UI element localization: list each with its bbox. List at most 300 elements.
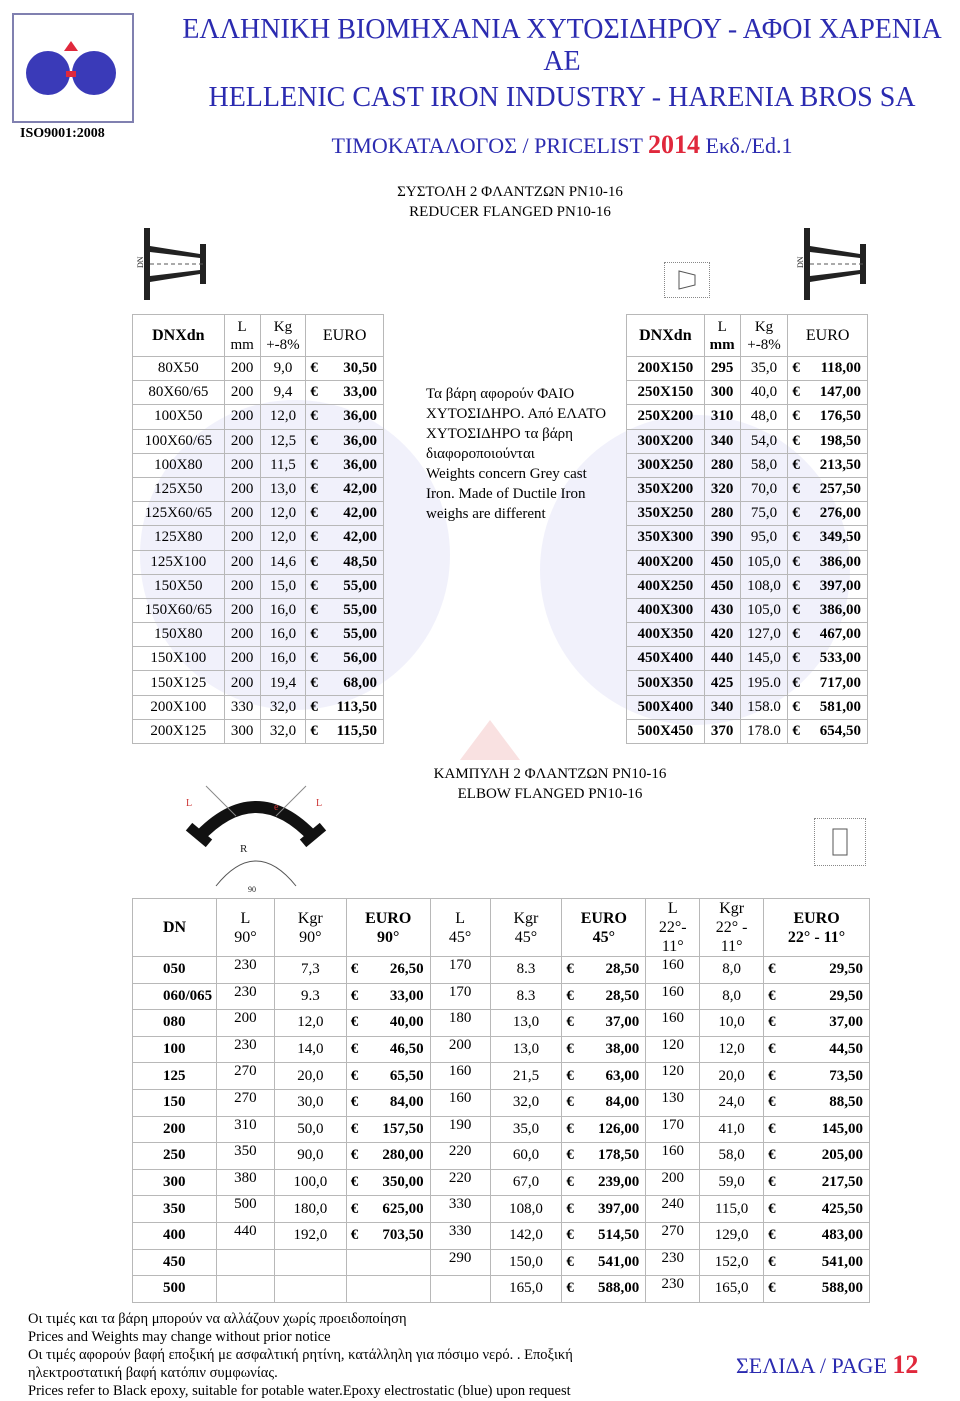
kgr45-cell: 21,5 [490,1063,562,1090]
kgr45-cell: 165,0 [490,1276,562,1303]
weight-cell: 158.0 [740,695,788,719]
dn-cell: 500 [133,1276,217,1303]
table-row [133,574,384,598]
footer-line: Οι τιμές και τα βάρη μπορούν να αλλάζουν χωρίς προειδοποίηση [28,1311,407,1327]
table-row [133,1169,870,1196]
kgr22-cell: 59,0 [700,1169,764,1196]
l45-cell: 170 [430,957,490,984]
weight-cell: 12,5 [260,429,306,453]
table-row [133,983,870,1010]
elbow-thumbnail-icon [814,818,866,866]
reducer-drawing-right [790,224,880,304]
l45-cell: 180 [430,1010,490,1037]
pricelist-line [164,130,960,160]
weight-cell: 58,0 [740,453,788,477]
l45-cell: 220 [430,1169,490,1196]
footer-line: ηλεκτροστατική βαφή κατόπιν συμφωνίας. [28,1365,278,1381]
length-cell: 390 [704,526,740,550]
kgr90-cell: 9.3 [274,983,346,1010]
table-row [133,526,384,550]
weight-cell: 32,0 [260,719,306,743]
dn-cell: 150X60/65 [133,598,225,622]
kgr22-cell: 129,0 [700,1222,764,1249]
euro45-cell: € 84,00 [562,1089,646,1116]
weight-cell: 127,0 [740,623,788,647]
weight-cell: 12,0 [260,405,306,429]
table-row [133,357,384,381]
euro22-cell: € 73,50 [764,1063,870,1090]
length-cell: 450 [704,550,740,574]
dn-cell: 400X350 [627,623,705,647]
col-header-l22: L 22°- 11° [646,899,700,957]
dn-cell: 500X400 [627,695,705,719]
dn-cell: 200X100 [133,695,225,719]
weight-cell: 48,0 [740,405,788,429]
l45-cell: 170 [430,983,490,1010]
kgr22-cell: 58,0 [700,1143,764,1170]
price-cell: € 56,00 [306,647,384,671]
title-greek-2: ΑΕ [543,46,581,77]
length-cell: 300 [704,381,740,405]
kgr22-cell: 165,0 [700,1276,764,1303]
euro90-cell [346,1249,430,1276]
table-row [627,671,868,695]
weight-cell: 35,0 [740,357,788,381]
table-row [627,695,868,719]
col-header-l90: L 90° [216,899,274,957]
euro45-cell: € 541,00 [562,1249,646,1276]
dn-cell: 050 [133,957,217,984]
l90-cell: 270 [216,1063,274,1090]
price-cell: € 467,00 [788,623,868,647]
col-header-kgr45: Kgr 45° [490,899,562,957]
reducer-note-en: Weights concern Grey cast Iron. Made of Ductile Iron weighs are different [426,466,587,522]
kgr22-cell: 12,0 [700,1036,764,1063]
dn-cell: 125 [133,1063,217,1090]
dn-cell: 150X125 [133,671,225,695]
dn-cell: 400X300 [627,598,705,622]
length-cell: 320 [704,477,740,501]
l45-cell [430,1276,490,1303]
length-cell: 370 [704,719,740,743]
euro90-cell: € 350,00 [346,1169,430,1196]
col-header-l45: L 45° [430,899,490,957]
euro90-cell: € 703,50 [346,1222,430,1249]
l22-cell: 160 [646,957,700,984]
euro45-cell: € 37,00 [562,1010,646,1037]
kgr90-cell: 50,0 [274,1116,346,1143]
price-cell: € 68,00 [306,671,384,695]
price-cell: € 654,50 [788,719,868,743]
kgr22-cell: 8,0 [700,957,764,984]
euro45-cell: € 239,00 [562,1169,646,1196]
kgr90-cell: 180,0 [274,1196,346,1223]
col-header-kg: Kg +-8% [740,315,788,357]
elbow-drawing [176,776,336,896]
length-cell: 425 [704,671,740,695]
weight-cell: 178.0 [740,719,788,743]
col-header-l: L mm [704,315,740,357]
length-cell: 200 [224,623,260,647]
l90-cell: 200 [216,1010,274,1037]
table-row [133,598,384,622]
euro45-cell: € 514,50 [562,1222,646,1249]
weight-cell: 195.0 [740,671,788,695]
price-cell: € 48,50 [306,550,384,574]
euro90-cell: € 65,50 [346,1063,430,1090]
l22-cell: 160 [646,983,700,1010]
kgr45-cell: 13,0 [490,1010,562,1037]
col-header-kgr22: Kgr 22° - 11° [700,899,764,957]
price-cell: € 147,00 [788,381,868,405]
dn-cell: 150X100 [133,647,225,671]
kgr90-cell [274,1276,346,1303]
col-header-dnxdn: DNXdn [133,315,225,357]
page-label: ΣΕΛΙΔΑ / PAGE [736,1353,887,1378]
reducer-drawing-left [130,224,220,304]
kgr22-cell: 8,0 [700,983,764,1010]
price-cell: € 55,00 [306,598,384,622]
kgr22-cell: 20,0 [700,1063,764,1090]
euro22-cell: € 29,50 [764,957,870,984]
dn-cell: 500X450 [627,719,705,743]
dn-cell: 250X150 [627,381,705,405]
svg-text:DN: DN [136,256,145,268]
euro22-cell: € 541,00 [764,1249,870,1276]
iso-label: ISO9001:2008 [20,126,105,141]
table-row [627,526,868,550]
weight-cell: 11,5 [260,453,306,477]
kgr45-cell: 8.3 [490,957,562,984]
col-header-euro22: EURO 22° - 11° [764,899,870,957]
l22-cell: 160 [646,1010,700,1037]
l22-cell: 270 [646,1222,700,1249]
length-cell: 200 [224,357,260,381]
table-row [627,623,868,647]
dn-cell: 200X150 [627,357,705,381]
length-cell: 200 [224,405,260,429]
l90-cell: 230 [216,983,274,1010]
dn-cell: 150 [133,1089,217,1116]
table-row [133,550,384,574]
euro45-cell: € 588,00 [562,1276,646,1303]
page-number-label [736,1350,918,1380]
weight-cell: 19,4 [260,671,306,695]
col-header-l: L mm [224,315,260,357]
dn-cell: 150X80 [133,623,225,647]
dn-cell: 450 [133,1249,217,1276]
table-row [133,453,384,477]
length-cell: 300 [224,719,260,743]
l22-cell: 240 [646,1196,700,1223]
dn-cell: 400X250 [627,574,705,598]
reducer-thumbnail-icon [664,262,710,298]
l22-cell: 120 [646,1063,700,1090]
col-header-euro90: EURO 90° [346,899,430,957]
dn-cell: 150X50 [133,574,225,598]
col-header-kg: Kg +-8% [260,315,306,357]
table-row [133,1116,870,1143]
dn-cell: 125X80 [133,526,225,550]
reducer-table-right [626,314,868,744]
price-cell: € 257,50 [788,477,868,501]
price-cell: € 717,00 [788,671,868,695]
l90-cell: 440 [216,1222,274,1249]
kgr45-cell: 142,0 [490,1222,562,1249]
table-row [133,502,384,526]
dn-cell: 400 [133,1222,217,1249]
svg-text:e: e [274,802,279,813]
euro90-cell: € 26,50 [346,957,430,984]
title-greek: ΕΛΛΗΝΙΚΗ ΒΙΟΜΗΧΑΝΙΑ ΧΥΤΟΣΙΔΗΡΟΥ - ΑΦΟΙ ΧΑΡΕΝΙΑ [182,14,942,45]
price-cell: € 33,00 [306,381,384,405]
euro90-cell: € 40,00 [346,1010,430,1037]
euro22-cell: € 425,50 [764,1196,870,1223]
weight-cell: 14,6 [260,550,306,574]
kgr45-cell: 8.3 [490,983,562,1010]
euro45-cell: € 178,50 [562,1143,646,1170]
footer-line: Οι τιμές αφορούν βαφή εποξική με ασφαλτική ρητίνη, κατάλληλη για πόσιμο νερό. . Εποξική [28,1347,573,1363]
dn-cell: 125X50 [133,477,225,501]
weight-cell: 9,4 [260,381,306,405]
kgr90-cell: 12,0 [274,1010,346,1037]
weight-cell: 16,0 [260,623,306,647]
table-row [133,1249,870,1276]
euro45-cell: € 397,00 [562,1196,646,1223]
svg-text:90: 90 [248,885,256,894]
watermark-triangle [460,720,520,760]
kgr45-cell: 67,0 [490,1169,562,1196]
kgr45-cell: 35,0 [490,1116,562,1143]
l45-cell: 220 [430,1143,490,1170]
l45-cell: 160 [430,1063,490,1090]
dn-cell: 060/065 [133,983,217,1010]
dn-cell: 80X60/65 [133,381,225,405]
length-cell: 200 [224,671,260,695]
euro90-cell: € 625,00 [346,1196,430,1223]
price-cell: € 386,00 [788,550,868,574]
page-number: 12 [892,1350,919,1379]
kgr90-cell: 100,0 [274,1169,346,1196]
dn-cell: 450X400 [627,647,705,671]
weight-cell: 9,0 [260,357,306,381]
table-row [133,381,384,405]
length-cell: 200 [224,550,260,574]
reducer-title-gr: ΣΥΣΤΟΛΗ 2 ΦΛΑΝΤΖΩΝ PN10-16 [397,184,623,200]
price-cell: € 176,50 [788,405,868,429]
length-cell: 200 [224,574,260,598]
dn-cell: 350X200 [627,477,705,501]
kgr22-cell: 24,0 [700,1089,764,1116]
weight-cell: 75,0 [740,502,788,526]
length-cell: 420 [704,623,740,647]
length-cell: 280 [704,453,740,477]
dn-cell: 80X50 [133,357,225,381]
kgr90-cell: 90,0 [274,1143,346,1170]
table-row [133,957,870,984]
table-row [627,429,868,453]
dn-cell: 400X200 [627,550,705,574]
table-row [627,453,868,477]
euro45-cell: € 126,00 [562,1116,646,1143]
euro90-cell: € 46,50 [346,1036,430,1063]
weight-cell: 15,0 [260,574,306,598]
col-header-dn: DN [133,899,217,957]
l90-cell: 500 [216,1196,274,1223]
length-cell: 200 [224,526,260,550]
logo-icon [14,15,132,121]
title-english: HELLENIC CAST IRON INDUSTRY - HARENIA BROS SA [208,82,916,113]
price-cell: € 349,50 [788,526,868,550]
table-row [627,550,868,574]
dn-cell: 100X80 [133,453,225,477]
euro90-cell: € 84,00 [346,1089,430,1116]
price-cell: € 36,00 [306,405,384,429]
l22-cell: 160 [646,1143,700,1170]
table-row [133,695,384,719]
price-cell: € 198,50 [788,429,868,453]
weight-cell: 105,0 [740,550,788,574]
pricelist-prefix: ΤΙΜΟΚΑΤΑΛΟΓΟΣ / PRICELIST [331,133,643,158]
dn-cell: 200 [133,1116,217,1143]
length-cell: 200 [224,502,260,526]
dn-cell: 100X60/65 [133,429,225,453]
price-cell: € 42,00 [306,502,384,526]
weight-cell: 54,0 [740,429,788,453]
table-row [133,1222,870,1249]
svg-text:DN: DN [796,256,805,268]
svg-text:R: R [240,843,248,855]
table-row [133,429,384,453]
weight-cell: 16,0 [260,647,306,671]
l22-cell: 130 [646,1089,700,1116]
l22-cell: 230 [646,1276,700,1303]
l22-cell: 120 [646,1036,700,1063]
kgr90-cell: 7,3 [274,957,346,984]
dn-cell: 250 [133,1143,217,1170]
price-cell: € 42,00 [306,526,384,550]
table-row [133,1089,870,1116]
weight-cell: 32,0 [260,695,306,719]
l45-cell: 200 [430,1036,490,1063]
l90-cell [216,1249,274,1276]
dn-cell: 300 [133,1169,217,1196]
price-cell: € 213,50 [788,453,868,477]
length-cell: 440 [704,647,740,671]
l90-cell: 310 [216,1116,274,1143]
price-cell: € 55,00 [306,623,384,647]
reducer-table-left [132,314,384,744]
table-row [627,719,868,743]
l90-cell: 270 [216,1089,274,1116]
price-cell: € 386,00 [788,598,868,622]
length-cell: 340 [704,695,740,719]
dn-cell: 350X300 [627,526,705,550]
euro45-cell: € 28,50 [562,983,646,1010]
length-cell: 200 [224,598,260,622]
reducer-title-en: REDUCER FLANGED PN10-16 [409,204,611,220]
col-header-dnxdn: DNXdn [627,315,705,357]
table-row [627,598,868,622]
weight-cell: 40,0 [740,381,788,405]
footer-line: Prices and Weights may change without prior notice [28,1329,331,1345]
dn-cell: 350 [133,1196,217,1223]
col-header-euro: EURO [788,315,868,357]
kgr90-cell: 30,0 [274,1089,346,1116]
table-row [627,405,868,429]
kgr90-cell [274,1249,346,1276]
price-cell: € 276,00 [788,502,868,526]
table-row [133,477,384,501]
elbow-title-gr: ΚΑΜΠΥΛΗ 2 ΦΛΑΝΤΖΩΝ PN10-16 [433,766,667,782]
kgr22-cell: 152,0 [700,1249,764,1276]
kgr22-cell: 10,0 [700,1010,764,1037]
dn-cell: 100X50 [133,405,225,429]
dn-cell: 125X100 [133,550,225,574]
table-row [133,1143,870,1170]
dn-cell: 250X200 [627,405,705,429]
length-cell: 200 [224,647,260,671]
elbow-title [340,764,760,804]
price-cell: € 118,00 [788,357,868,381]
dn-cell: 500X350 [627,671,705,695]
reducer-note-gr: Τα βάρη αφορούν ΦΑΙΟ ΧΥΤΟΣΙΔΗΡΟ. Από ΕΛΑΤΟ ΧΥΤΟΣΙΔΗΡΟ τα βάρη διαφοροποιούνται [426,386,607,462]
l90-cell: 380 [216,1169,274,1196]
euro45-cell: € 28,50 [562,957,646,984]
l90-cell [216,1276,274,1303]
table-row [627,357,868,381]
table-row [133,1036,870,1063]
col-header-euro45: EURO 45° [562,899,646,957]
price-cell: € 30,50 [306,357,384,381]
euro45-cell: € 38,00 [562,1036,646,1063]
euro22-cell: € 44,50 [764,1036,870,1063]
footer-line: Prices refer to Black epoxy, suitable for potable water.Epoxy electrostatic (blue) upon request [28,1383,571,1399]
table-row [627,381,868,405]
euro90-cell [346,1276,430,1303]
table-row [133,1276,870,1303]
table-row [133,405,384,429]
pricelist-year: 2014 [648,130,701,159]
reducer-title [300,182,720,222]
table-row [133,647,384,671]
length-cell: 200 [224,453,260,477]
length-cell: 200 [224,477,260,501]
kgr45-cell: 60,0 [490,1143,562,1170]
kgr90-cell: 14,0 [274,1036,346,1063]
kgr22-cell: 41,0 [700,1116,764,1143]
kgr45-cell: 13,0 [490,1036,562,1063]
kgr45-cell: 108,0 [490,1196,562,1223]
weight-cell: 12,0 [260,526,306,550]
table-row [627,574,868,598]
euro22-cell: € 145,00 [764,1116,870,1143]
l22-cell: 200 [646,1169,700,1196]
length-cell: 330 [224,695,260,719]
price-cell: € 533,00 [788,647,868,671]
euro45-cell: € 63,00 [562,1063,646,1090]
weight-cell: 13,0 [260,477,306,501]
l45-cell: 330 [430,1196,490,1223]
euro22-cell: € 29,50 [764,983,870,1010]
euro22-cell: € 217,50 [764,1169,870,1196]
price-cell: € 36,00 [306,429,384,453]
length-cell: 280 [704,502,740,526]
euro22-cell: € 205,00 [764,1143,870,1170]
pricelist-edition: Εκδ./Ed.1 [705,133,793,158]
l90-cell: 350 [216,1143,274,1170]
table-row [133,719,384,743]
